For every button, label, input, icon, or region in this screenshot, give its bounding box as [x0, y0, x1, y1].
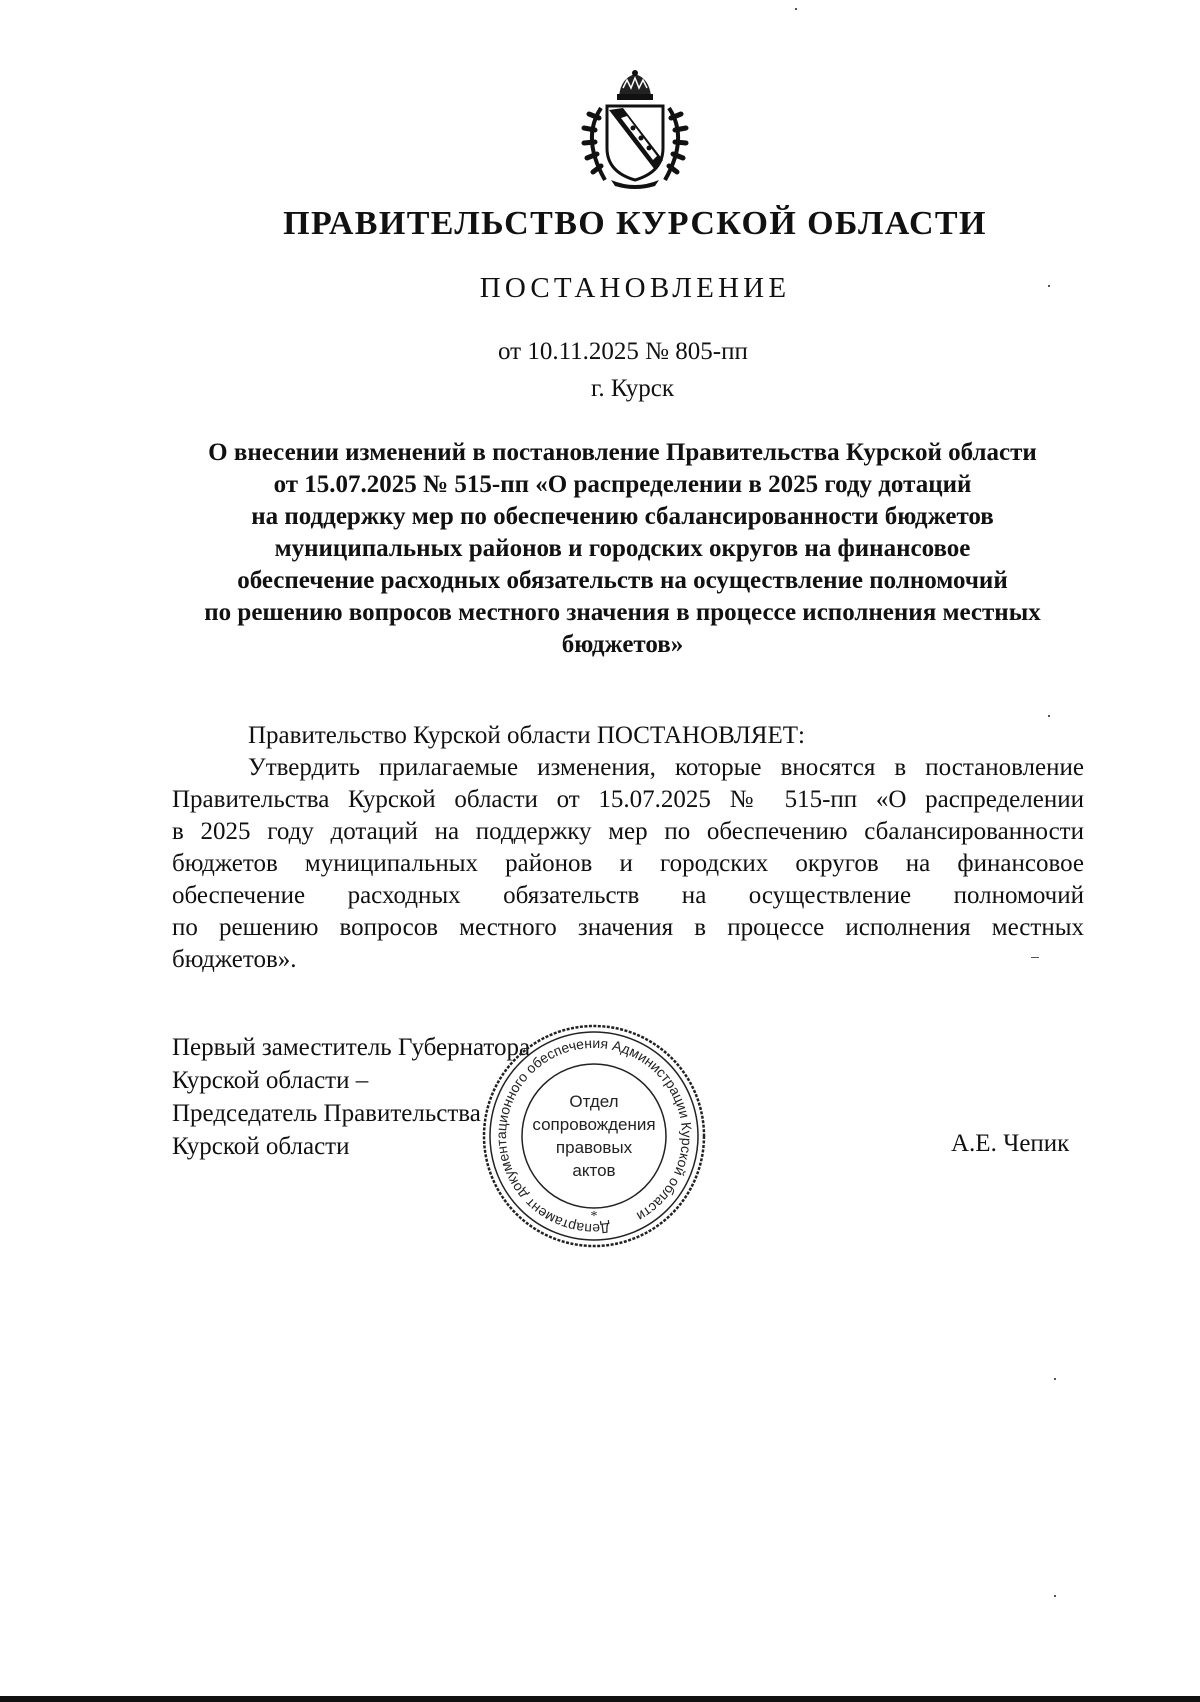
stamp-line: актов: [572, 1161, 616, 1180]
stamp-center: [478, 1020, 710, 1252]
title-line: муниципальных районов и городских округов на финансовое: [274, 535, 971, 562]
scan-speck: [1048, 715, 1050, 717]
title-line: бюджетов»: [561, 631, 684, 658]
position-line: Курской области –: [172, 1067, 369, 1094]
scan-edge: [0, 1696, 1200, 1702]
decree-date-number: от 10.11.2025 № 805-пп: [498, 338, 748, 365]
position-line: Председатель Правительства: [172, 1100, 481, 1127]
star-icon: *: [590, 1209, 598, 1224]
position-line: Первый заместитель Губернатора: [172, 1034, 531, 1061]
body-line: обеспечение расходных обязательств на осуществление полномочий: [172, 882, 1084, 909]
decree-body: [172, 720, 1084, 976]
scan-speck: [1054, 1378, 1056, 1380]
body-intro: Правительство Курской области ПОСТАНОВЛЯЕТ:: [248, 722, 805, 749]
body-line: бюджетов муниципальных районов и городских округов на финансовое: [172, 850, 1084, 877]
title-line: по решению вопросов местного значения в процессе исполнения местных: [204, 599, 1041, 626]
stamp-ring-text: Департамент документационного обеспечения Администрации Курской области: [492, 1034, 696, 1238]
title-line: от 15.07.2025 № 515-пп «О распределении в 2025 году дотаций: [273, 471, 972, 498]
signatory-name: А.Е. Чепик: [951, 1130, 1070, 1157]
scan-speck: [1048, 285, 1050, 287]
scan-speck: [795, 8, 797, 10]
body-line: бюджетов».: [172, 946, 297, 973]
title-line: обеспечение расходных обязательств на осуществление полномочий: [237, 567, 1008, 594]
title-line: на поддержку мер по обеспечению сбалансированности бюджетов: [251, 503, 994, 530]
body-line: в 2025 году дотаций на поддержку мер по обеспечению сбалансированности: [172, 818, 1084, 845]
position-line: Курской области: [172, 1133, 350, 1160]
government-name: ПРАВИТЕЛЬСТВО КУРСКОЙ ОБЛАСТИ: [283, 205, 987, 242]
stamp-line: Отдел: [569, 1092, 619, 1111]
decree-title: [160, 437, 1085, 661]
scan-speck: [1031, 957, 1039, 958]
body-line: по решению вопросов местного значения в процессе исполнения местных: [172, 914, 1084, 941]
scan-speck: [1054, 1595, 1056, 1597]
title-line: О внесении изменений в постановление Правительства Курской области: [208, 439, 1037, 466]
body-line: Утвердить прилагаемые изменения, которые вносятся в постановление: [248, 754, 1084, 781]
document-type: ПОСТАНОВЛЕНИЕ: [479, 272, 791, 304]
body-line: Правительства Курской области от 15.07.2025 № 515-пп «О распределении: [172, 786, 1084, 813]
decree-city: г. Курск: [591, 375, 674, 402]
stamp-line: правовых: [555, 1138, 633, 1157]
signatory-position: [172, 1031, 530, 1163]
kursk-coat-of-arms-icon: [571, 68, 699, 190]
stamp-line: сопровождения: [532, 1115, 656, 1134]
